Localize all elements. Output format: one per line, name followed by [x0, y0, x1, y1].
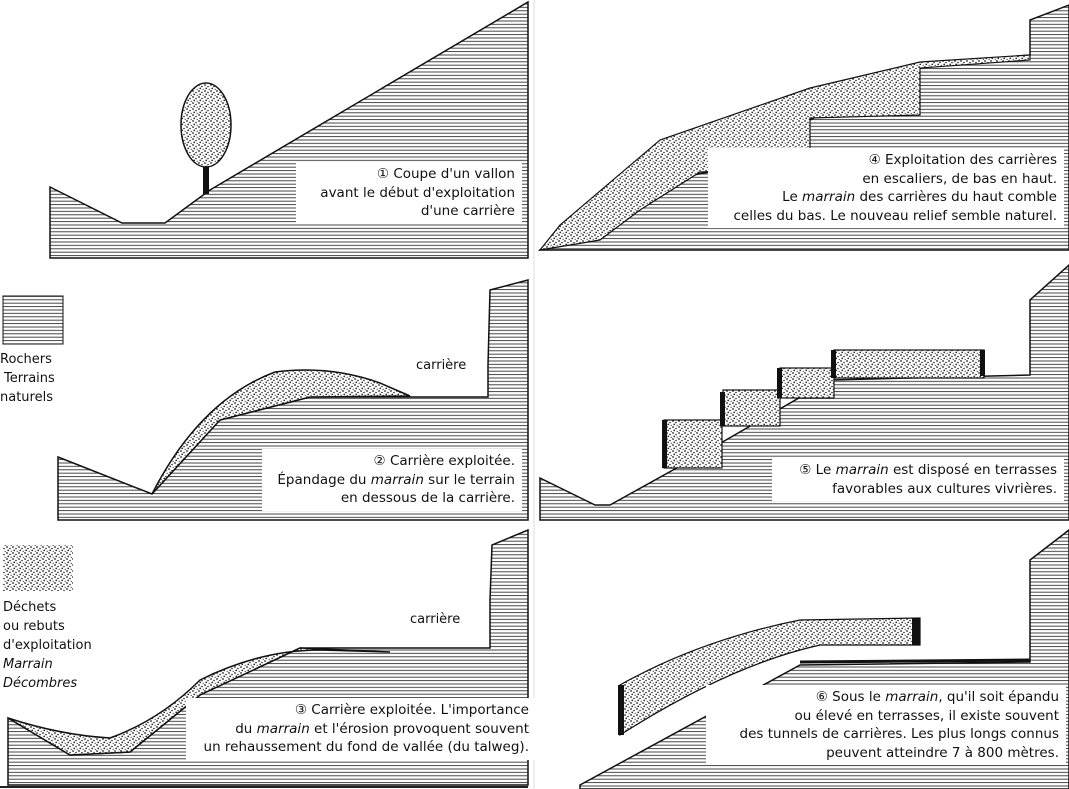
caption-text: , qu'il soit épandu — [938, 689, 1059, 705]
legend-waste-label: Déchets ou rebuts d'exploitation Marrain Décombres — [3, 600, 92, 691]
caption-term: marrain — [256, 720, 310, 737]
caption-text: du — [235, 720, 257, 737]
caption-line — [713, 725, 1059, 744]
panel-3-site-label: carrière — [410, 612, 461, 627]
caption-text: ③ Carrière exploitée. L'importance — [294, 702, 529, 718]
caption-text: favorables aux cultures vivrières. — [832, 480, 1057, 497]
caption-term: marrain — [885, 689, 939, 705]
caption-term: marrain — [835, 462, 889, 478]
caption-line — [193, 701, 529, 720]
caption-line — [303, 184, 515, 203]
caption-line — [193, 738, 529, 757]
caption-text: en dessous de la carrière. — [340, 490, 515, 506]
caption-line — [193, 720, 529, 739]
caption-line — [303, 165, 515, 184]
caption-line — [713, 707, 1059, 726]
caption-text: ⑤ Le — [799, 462, 836, 478]
caption-text: Le — [782, 189, 803, 205]
legend-waste-swatch — [3, 545, 73, 591]
caption-term: marrain — [370, 471, 424, 488]
panel-1-caption — [296, 162, 522, 224]
caption-line — [713, 744, 1059, 763]
tree-icon — [181, 83, 231, 194]
caption-term: marrain — [802, 189, 856, 205]
caption-line — [779, 480, 1057, 499]
caption-line — [715, 188, 1057, 207]
panel-3-caption — [186, 698, 536, 760]
caption-text: ② Carrière exploitée. — [373, 453, 515, 469]
caption-text: ① Coupe d'un vallon — [376, 166, 515, 182]
caption-text: en escaliers, de bas en haut. — [862, 170, 1057, 187]
panel-4-caption — [708, 148, 1064, 228]
caption-text: ou élevé en terrasses, il existe souvent — [794, 707, 1059, 724]
caption-text: des carrières du haut comble — [855, 189, 1057, 205]
caption-line — [269, 452, 515, 471]
panel-2-caption — [262, 449, 522, 511]
caption-text: ⑥ Sous le — [815, 689, 886, 705]
caption-text: sur le terrain — [423, 471, 515, 488]
caption-text: celles du bas. Le nouveau relief semble naturel. — [733, 207, 1057, 224]
caption-text: Épandage du — [277, 471, 371, 488]
caption-text: peuvent atteindre 7 à 800 mètres. — [826, 744, 1059, 761]
panel-5-caption — [772, 458, 1064, 501]
caption-line — [269, 471, 515, 490]
caption-line — [715, 151, 1057, 170]
caption-text: est disposé en terrasses — [888, 462, 1057, 478]
caption-text: un rehaussement du fond de vallée (du talweg). — [203, 739, 529, 755]
legend-rock-label: Rochers Terrains naturels — [0, 352, 55, 405]
panel-6-caption — [706, 685, 1066, 765]
caption-text: d'une carrière — [420, 203, 515, 219]
caption-text: ④ Exploitation des carrières — [868, 152, 1057, 168]
caption-text: avant le début d'exploitation — [320, 184, 515, 201]
caption-line — [269, 489, 515, 508]
caption-text: des tunnels de carrières. Les plus longs connus — [739, 726, 1059, 742]
caption-line — [715, 170, 1057, 189]
panel-2-site-label: carrière — [416, 358, 467, 373]
caption-line — [713, 688, 1059, 707]
legend-rock-swatch — [3, 296, 63, 344]
caption-line — [779, 461, 1057, 480]
caption-text: et l'érosion provoquent souvent — [309, 720, 529, 737]
caption-line — [303, 202, 515, 221]
caption-line — [715, 207, 1057, 226]
